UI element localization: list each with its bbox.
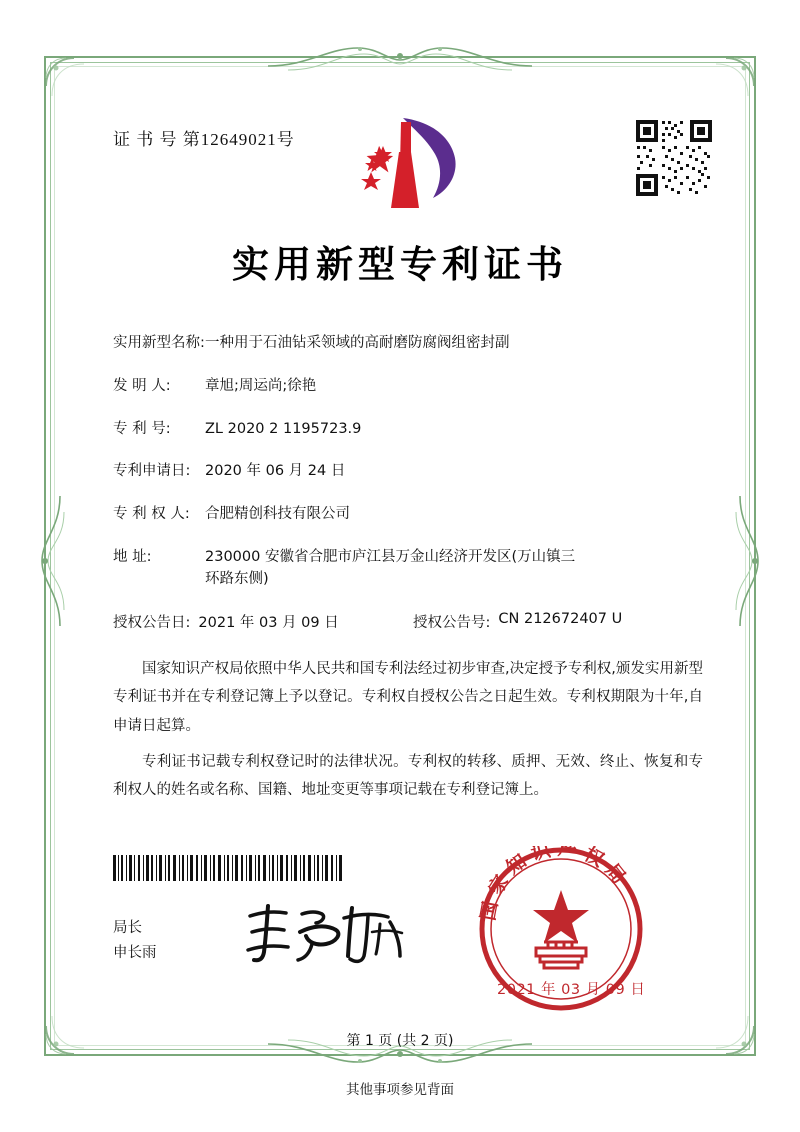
page-title: 实用新型专利证书 <box>232 243 568 286</box>
field-inventors <box>113 376 713 398</box>
corner-ornament-icon <box>44 56 98 110</box>
field-patent-number <box>113 419 713 441</box>
cnipa-logo-icon <box>347 112 462 220</box>
top-ornament-icon <box>268 42 532 72</box>
field-value: 合肥精创科技有限公司 <box>205 506 350 522</box>
paragraph-1: 国家知识产权局依照中华人民共和国专利法经过初步审查,决定授予专利权,颁发实用新型专利证书并在专利登记簿上予以登记。专利权自授权公告之日起生效。专利权期限为十年,自申请日起算。 <box>113 661 703 734</box>
qr-code-icon <box>634 118 714 198</box>
field-value: CN 212672407 U <box>498 611 623 628</box>
field-label: 地 址: <box>113 548 152 565</box>
field-label: 专 利 号: <box>113 420 171 437</box>
field-utility-model-name <box>113 333 713 355</box>
handwritten-signature-icon <box>240 898 420 968</box>
field-label: 专 利 权 人: <box>113 506 190 522</box>
legal-text <box>113 655 703 812</box>
field-value: ZL 2020 2 1195723.9 <box>205 420 362 437</box>
svg-text:国家知识产权局: 国家知识产权局 <box>478 846 634 923</box>
field-address <box>113 547 713 591</box>
field-label: 专利申请日: <box>113 463 191 480</box>
seal-date: 2021 年 03 月 09 日 <box>497 982 646 998</box>
field-announcement-number <box>413 611 622 632</box>
signature-block <box>113 916 157 965</box>
field-patentee <box>113 504 713 526</box>
paragraph-2: 专利证书记载专利权登记时的法律状况。专利权的转移、质押、无效、终止、恢复和专利权人的姓名或名称、国籍、地址变更等事项记载在专利登记簿上。 <box>113 753 703 799</box>
field-value: 2021 年 03 月 09 日 <box>198 615 339 632</box>
field-value: 2020 年 06 月 24 日 <box>205 463 346 480</box>
barcode-icon <box>113 855 345 881</box>
footnote: 其他事项参见背面 <box>346 1082 454 1098</box>
address-line-1: 230000 安徽省合肥市庐江县万金山经济开发区(万山镇三 <box>205 548 576 565</box>
right-ornament-icon <box>734 496 764 626</box>
field-label: 实用新型名称: <box>113 335 205 351</box>
field-label: 发 明 人: <box>113 377 171 394</box>
field-label: 授权公告日: <box>113 615 191 632</box>
field-announcement-date <box>113 611 413 632</box>
page-number: 第 1 页 (共 2 页) <box>346 1033 454 1049</box>
director-title-label: 局长 <box>113 920 142 936</box>
certificate-number: 证 书 号 第12649021号 <box>113 130 295 149</box>
field-value <box>205 547 713 591</box>
field-label: 授权公告号: <box>413 615 491 632</box>
field-value: 章旭;周运尚;徐艳 <box>205 377 317 394</box>
left-ornament-icon <box>36 496 66 626</box>
director-name-label: 申长雨 <box>113 944 157 961</box>
address-line-2: 环路东侧) <box>205 570 269 587</box>
field-announcement-row <box>113 611 713 632</box>
field-list <box>113 333 713 653</box>
corner-ornament-icon <box>702 56 756 110</box>
field-value: 一种用于石油钻采领域的高耐磨防腐阀组密封副 <box>205 335 510 351</box>
field-application-date <box>113 461 713 483</box>
